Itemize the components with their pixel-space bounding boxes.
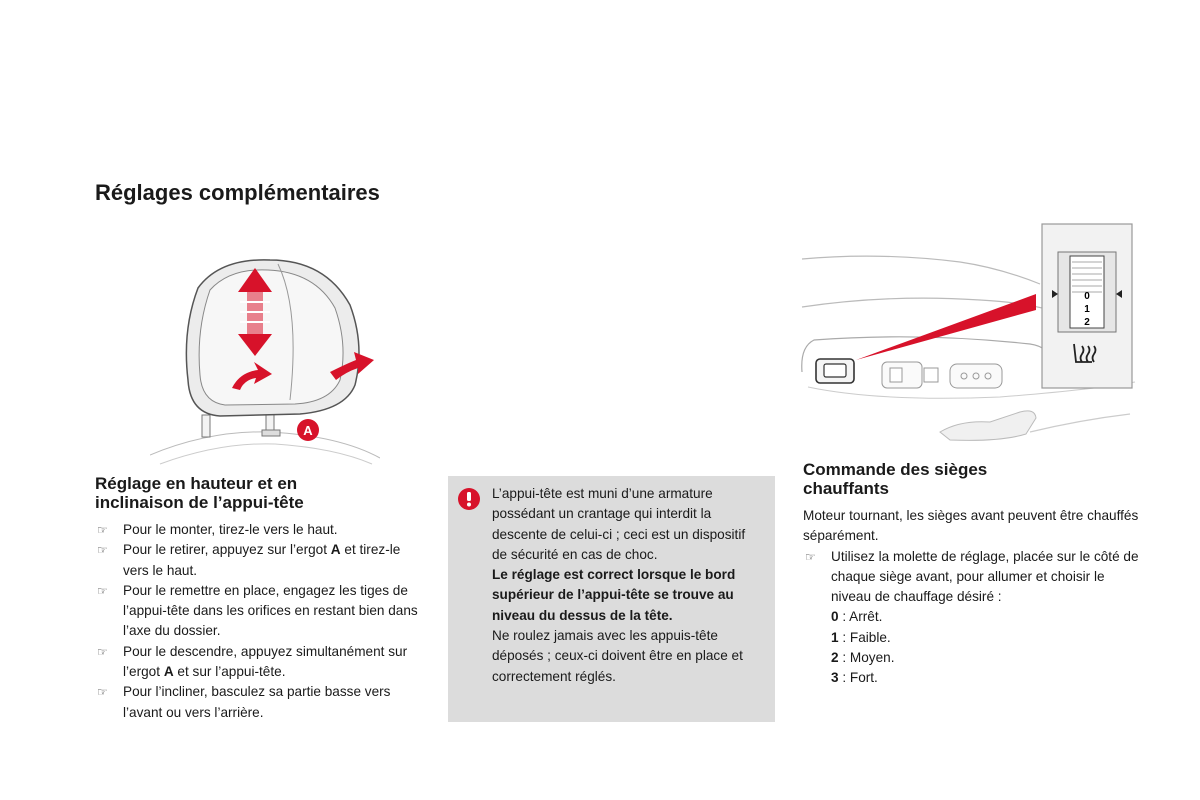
pointing-hand-icon: ☞ [805, 549, 816, 564]
list-item: ☞ Pour le monter, tirez-le vers le haut. [95, 520, 425, 540]
pointing-hand-icon: ☞ [97, 523, 108, 537]
heating-level-item: 3 : Fort. [831, 670, 878, 686]
warning-text-intro: L’appui-tête est muni d’une armature possédant un crantage qui interdit la descente de celui-ci ; ceci est un dispositif de sécurité en cas de choc. [492, 486, 746, 562]
pointing-hand-icon: ☞ [97, 583, 108, 598]
list-item: ☞ Pour le retirer, appuyez sur l’ergot A et tirez-le vers le haut. [97, 542, 401, 578]
headrest-instructions [95, 520, 425, 723]
warning-text-outro: Ne roulez jamais avec les appuis-tête déposés ; ceux-ci doivent être en place et correctement réglés. [492, 628, 743, 684]
warning-section [448, 476, 775, 722]
list-item: ☞ Pour le descendre, appuyez simultanément sur l’ergot A et sur l’appui-tête. [97, 643, 408, 680]
heated-seats-section [803, 460, 1143, 689]
heated-seats-instructions [803, 547, 1143, 608]
list-item: ☞ Pour le remettre en place, engagez les tiges de l’appui-tête dans les orifices en restant bien dans l’axe du dossier. [97, 582, 418, 639]
heating-level-item: 2 : Moyen. [831, 650, 895, 666]
list-item: ☞ Pour l’incliner, basculez sa partie basse vers l’avant ou vers l’arrière. [97, 684, 391, 720]
headrest-heading: Réglage en hauteur et en inclinaison de l’appui-tête [95, 474, 304, 512]
heated-seats-intro: Moteur tournant, les sièges avant peuvent être chauffés séparément. [803, 508, 1139, 544]
dial-label-2: 2 [1084, 317, 1090, 328]
headrest-illustration [150, 250, 380, 465]
headrest-section [95, 474, 425, 723]
heated-seat-illustration [800, 222, 1140, 450]
dial-label-1: 1 [1084, 304, 1090, 315]
pointing-hand-icon: ☞ [97, 644, 108, 659]
heating-levels [803, 607, 1143, 688]
page-title: Réglages complémentaires [95, 180, 380, 205]
warning-text-bold: Le réglage est correct lorsque le bord supérieur de l’appui-tête se trouve au niveau du dessus de la tête. [492, 567, 736, 623]
pointing-hand-icon: ☞ [97, 543, 108, 558]
heating-level-item: 0 : Arrêt. [831, 609, 883, 625]
warning-box [448, 476, 775, 722]
dial-label-0: 0 [1084, 291, 1090, 302]
exclamation-icon [458, 488, 480, 510]
heating-level-item: 1 : Faible. [831, 629, 891, 645]
pointing-hand-icon: ☞ [97, 685, 108, 700]
ergot-a-label: A [303, 423, 313, 438]
heated-seats-heading: Commande des sièges chauffants [803, 460, 988, 498]
list-item: ☞ Utilisez la molette de réglage, placée sur le côté de chaque siège avant, pour allumer et choisir le niveau de chauffage désiré : [805, 548, 1139, 605]
